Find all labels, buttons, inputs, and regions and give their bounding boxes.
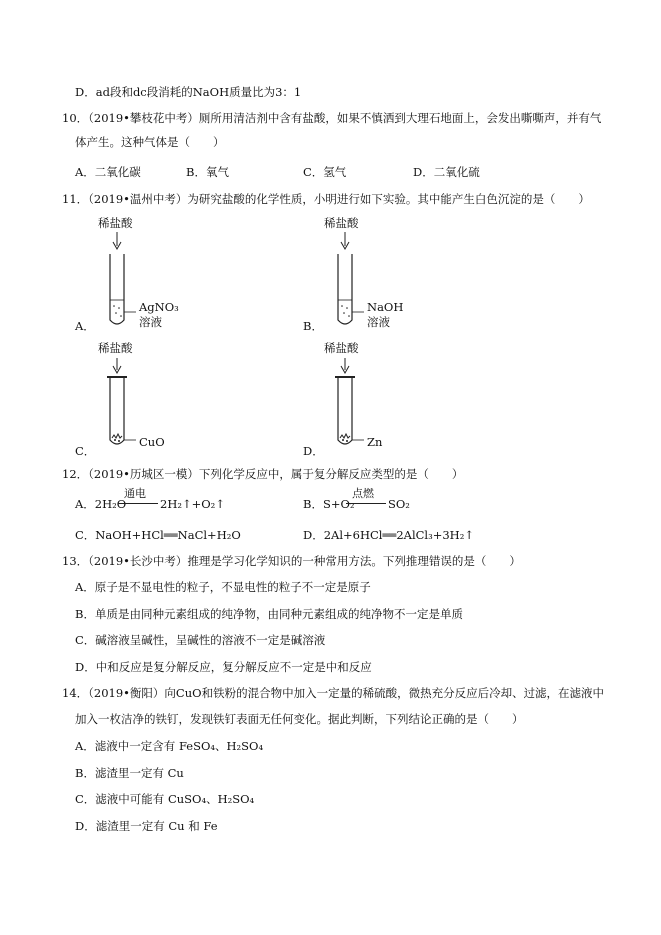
q14-option-d: D．滤渣里一定有 Cu 和 Fe [75,819,218,833]
q11-a-chem: AgNO₃ [139,300,179,314]
q10-option-c: C．氢气 [303,165,347,179]
q11-b-reagent: 稀盐酸 [324,216,359,230]
q12-option-a-products: 2H₂↑+O₂↑ [160,497,225,511]
q11-a-reagent: 稀盐酸 [98,216,133,230]
q11-a-label: A． [75,319,95,333]
q12-option-b-reactants: B．S+O₂ [303,497,355,511]
q11-b-solution: 溶液 [367,315,390,329]
q10-option-b: B．氧气 [186,165,229,179]
q13-option-a: A．原子是不显电性的粒子，不显电性的粒子不一定是原子 [75,580,371,594]
q14-option-a: A．滤液中一定含有 FeSO₄、H₂SO₄ [75,739,264,753]
q11-stem: 11．（2019•温州中考）为研究盐酸的化学性质，小明进行如下实验。其中能产生白色沉淀的是（ ） [62,192,590,206]
q10-option-d: D．二氧化硫 [413,165,480,179]
q13-option-c: C．碱溶液呈碱性，呈碱性的溶液不一定是碱溶液 [75,633,326,647]
q12-option-c: C．NaOH+HCl══NaCl+H₂O [75,528,241,542]
q11-a-solution: 溶液 [139,315,162,329]
q14-stem-line1: 14．（2019•衡阳）向CuO和铁粉的混合物中加入一定量的稀硫酸，微热充分反应后冷却、过滤，在滤液中 [62,686,605,700]
q12-option-b-products: SO₂ [388,497,410,511]
q13-option-b: B．单质是由同种元素组成的纯净物，由同种元素组成的纯净物不一定是单质 [75,607,463,621]
q12-option-d: D．2Al+6HCl══2AlCl₃+3H₂↑ [303,528,474,542]
q12-option-b-condition: 点燃 [352,487,374,500]
q11-c-label: C． [75,444,96,458]
q10-option-a: A．二氧化碳 [75,165,141,179]
q14-stem-line2: 加入一枚洁净的铁钉，发现铁钉表面无任何变化。据此判断，下列结论正确的是（ ） [75,712,524,726]
q14-option-c: C．滤液中可能有 CuSO₄、H₂SO₄ [75,792,255,806]
q12-option-b-arrow [346,503,386,504]
q11-d-chem: Zn [367,435,383,449]
q14-option-b: B．滤渣里一定有 Cu [75,766,184,780]
q12-stem: 12．（2019•历城区一模）下列化学反应中，属于复分解反应类型的是（ ） [62,467,464,481]
q12-option-a-condition: 通电 [124,487,146,500]
q10-stem-line2: 体产生。这种气体是（ ） [75,135,225,149]
q12-option-a-arrow [118,503,158,504]
q11-c-reagent: 稀盐酸 [98,341,133,355]
q13-stem: 13．（2019•长沙中考）推理是学习化学知识的一种常用方法。下列推理错误的是（ ） [62,554,521,568]
q12-option-a-reactants: A．2H₂O [75,497,127,511]
q11-d-reagent: 稀盐酸 [324,341,359,355]
q13-option-d: D．中和反应是复分解反应，复分解反应不一定是中和反应 [75,660,372,674]
q11-b-label: B． [303,319,323,333]
q9-option-d: D．ad段和dc段消耗的NaOH质量比为3：1 [75,85,302,99]
q10-stem-line1: 10．（2019•攀枝花中考）厕所用清洁剂中含有盐酸，如果不慎洒到大理石地面上，会发出嘶嘶声，并有气 [62,111,602,125]
q11-c-chem: CuO [139,435,165,449]
q11-b-chem: NaOH [367,300,404,314]
q11-d-label: D． [303,444,324,458]
